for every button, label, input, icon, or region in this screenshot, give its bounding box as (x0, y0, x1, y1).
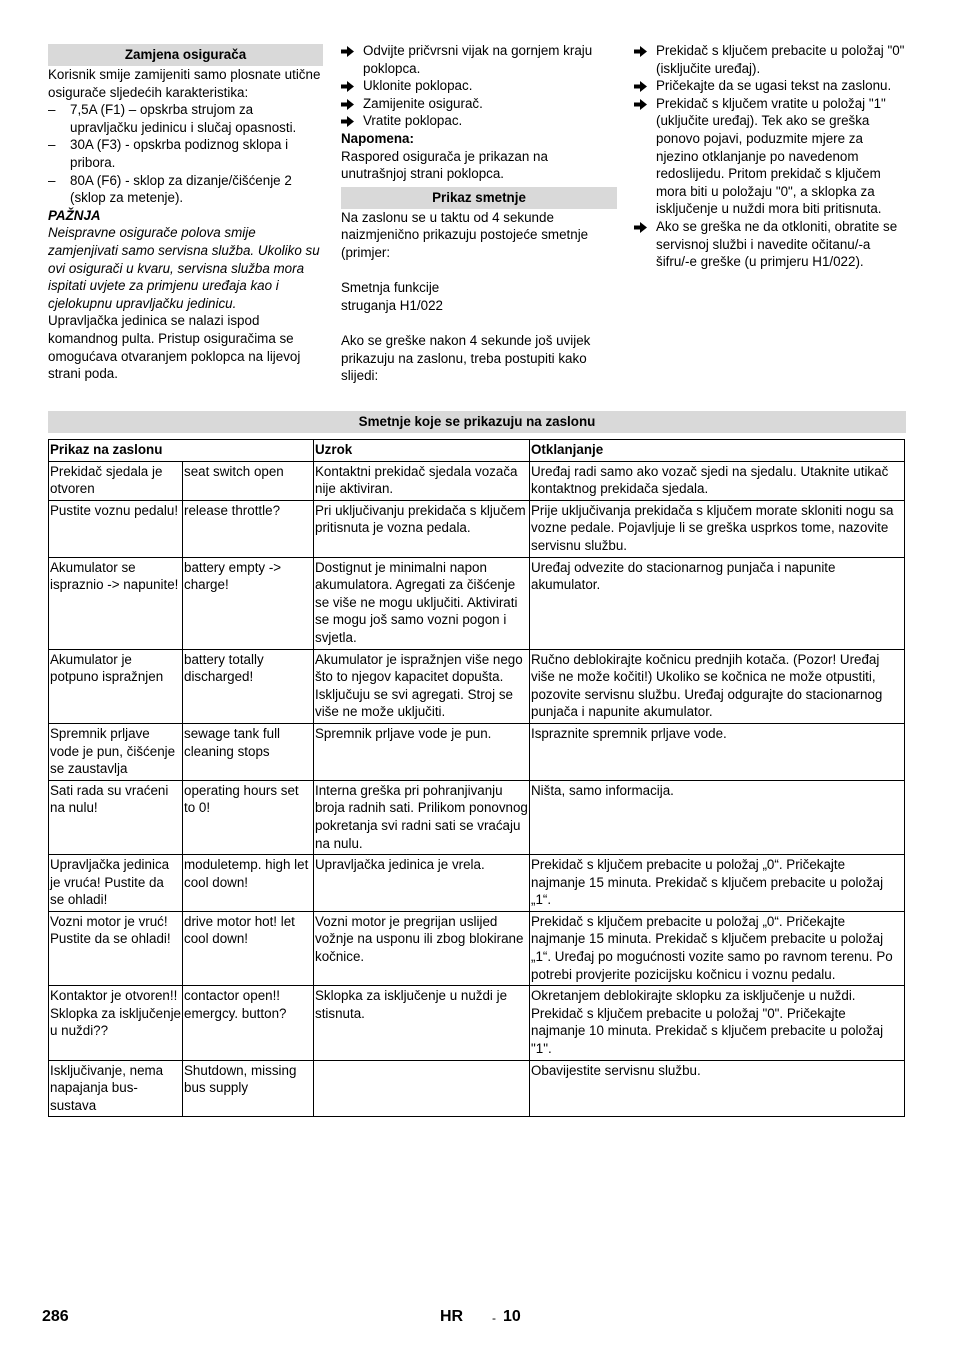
step-item: Vratite poklopac. (341, 112, 617, 130)
cell-cause: Spremnik prljave vode je pun. (314, 723, 530, 780)
cell-display-hr: Kontaktor je otvoren!! Sklopka za isključenje u nuždi?? (49, 986, 183, 1060)
cell-cause: Sklopka za isključenje u nuždi je stisnuta. (314, 986, 530, 1060)
example-line-1: Smetnja funkcije (341, 280, 440, 296)
page-number: 286 (42, 1308, 69, 1325)
cell-display-hr: Upravljačka jedinica je vruća! Pustite da se ohladi! (49, 855, 183, 912)
section-heading-fault-display: Prikaz smetnje (341, 187, 617, 209)
step-item: Pričekajte da se ugasi tekst na zaslonu. (634, 77, 906, 95)
example-line-2: struganja H1/022 (341, 297, 443, 313)
table-row (49, 780, 905, 854)
cell-display-hr: Sati rada su vraćeni na nulu! (49, 780, 183, 854)
fuse-steps-list (341, 42, 617, 130)
cell-display-hr: Vozni motor je vruć! Pustite da se ohladi! (49, 911, 183, 985)
language-code: HR (440, 1308, 464, 1325)
table-row (49, 855, 905, 912)
header-cause: Uzrok (314, 440, 530, 462)
cell-fix: Ručno deblokirajte kočnicu prednjih kotača. (Pozor! Uređaj više ne može kočiti!) Ukoliko se kočnica ne može otpustiti, pozovite servisnu službu. Uređaj odgurajte do stacionarnog punjača i napunite akumulator. (530, 649, 905, 723)
cell-fix: Obavijestite servisnu službu. (530, 1060, 905, 1117)
after-text: Ako se greške nakon 4 sekunde još uvijek prikazuju na zaslonu, treba postupiti kako slijedi: (341, 332, 591, 384)
section-heading-fuses: Zamjena osigurača (48, 44, 323, 66)
table-title: Smetnje koje se prikazuju na zaslonu (48, 411, 906, 433)
fuse-list-item: – 80A (F6) - sklop za dizanje/čišćenje 2 (sklop za metenje). (48, 172, 292, 206)
cell-display-hr: Akumulator se ispraznio -> napunite! (49, 557, 183, 649)
header-display: Prikaz na zaslonu (49, 440, 314, 462)
table-row (49, 500, 905, 557)
arrow-right-icon (341, 46, 354, 57)
cell-cause: Kontaktni prekidač sjedala vozača nije aktiviran. (314, 461, 530, 500)
cell-cause: Dostignut je minimalni napon akumulatora. Agregati za čišćenje se više ne mogu uključiti. Aktivirati se mogu još samo vozni pogon i svjetla. (314, 557, 530, 649)
header-fix: Otklanjanje (530, 440, 905, 462)
dash-marker: – (48, 102, 56, 118)
cell-fix: Prekidač s ključem prebacite u položaj „0“. Pričekajte najmanje 15 minuta. Prekidač s ključem prebacite u položaj „1“. (530, 855, 905, 912)
arrow-right-icon (634, 99, 647, 110)
cell-cause: Interna greška pri pohranjivanju broja radnih sati. Prilikom ponovnog pokretanja svi radni sati se vraćaju na nulu. (314, 780, 530, 854)
fuse-intro-text: Korisnik smije zamijeniti samo plosnate utične osigurače sljedećih karakteristika: (48, 67, 321, 100)
cell-cause: Akumulator je ispražnjen više nego što to njegov kapacitet dopušta. Isključuju se svi agregati. Stroj se više ne može uključiti. (314, 649, 530, 723)
cell-display-en: sewage tank full cleaning stops (183, 723, 314, 780)
dash-marker: – (48, 172, 56, 188)
step-item: Zamijenite osigurač. (341, 95, 617, 113)
column-steps-and-display (341, 42, 617, 385)
table-row (49, 911, 905, 985)
cell-fix: Prije uključivanja prekidača s ključem morate skloniti nogu sa vozne pedale. Pojavljuje li se greška usprkos tome, nazovite servisnu službu. (530, 500, 905, 557)
cell-fix: Prekidač s ključem prebacite u položaj „0“. Pričekajte najmanje 15 minuta. Prekidač s ključem prebacite u položaj „1“. Uređaj po mogućnosti vozite samo po ravnom terenu. Po potrebi provjerite pozicijsku kočnicu i voznu pedalu. (530, 911, 905, 985)
fault-rows (49, 461, 905, 1117)
section-page-number: 10 (503, 1308, 521, 1325)
cell-display-hr: Spremnik prljave vode je pun, čišćenje se zaustavlja (49, 723, 183, 780)
column-fuse-replacement (48, 42, 323, 383)
cell-fix: Ispraznite spremnik prljave vode. (530, 723, 905, 780)
fuse-list-item: – 30A (F3) - opskrba podiznog sklopa i pribora. (48, 137, 289, 170)
step-item: Odvijte pričvrsni vijak na gornjem kraju poklopca. (341, 42, 617, 77)
arrow-right-icon (634, 46, 647, 57)
arrow-right-icon (341, 81, 354, 92)
cell-cause: Vozni motor je pregrijan uslijed vožnje na usponu ili zbog blokirane kočnice. (314, 911, 530, 985)
cell-display-en: contactor open!! emergcy. button? (183, 986, 314, 1060)
arrow-right-icon (634, 81, 647, 92)
cell-display-en: drive motor hot! let cool down! (183, 911, 314, 985)
footer-separator: - (492, 1311, 496, 1325)
table-row (49, 1060, 905, 1117)
table-row (49, 461, 905, 500)
arrow-right-icon (634, 222, 647, 233)
step-item: Ako se greška ne da otkloniti, obratite se servisnoj službi i navedite očitanu/-a šifru/-e greške (u primjeru H1/022). (634, 218, 906, 271)
arrow-right-icon (341, 116, 354, 127)
cell-display-en: moduletemp. high let cool down! (183, 855, 314, 912)
cell-display-en: battery totally discharged! (183, 649, 314, 723)
table-header-row (49, 440, 905, 462)
cell-display-en: release throttle? (183, 500, 314, 557)
cell-fix: Ništa, samo informacija. (530, 780, 905, 854)
cell-display-en: operating hours set to 0! (183, 780, 314, 854)
cell-fix: Uređaj odvezite do stacionarnog punjača i napunite akumulator. (530, 557, 905, 649)
display-text: Na zaslonu se u taktu od 4 sekunde naizmjenično prikazuju postojeće smetnje (primjer: (341, 209, 589, 260)
cell-display-hr: Prekidač sjedala je otvoren (49, 461, 183, 500)
cell-display-hr: Pustite voznu pedalu! (49, 500, 183, 557)
cell-cause (314, 1060, 530, 1117)
cell-display-en: battery empty -> charge! (183, 557, 314, 649)
dash-marker: – (48, 137, 56, 153)
cell-fix: Uređaj radi samo ako vozač sjedi na sjedalu. Utaknite utikač kontaktnog prekidača sjedala. (530, 461, 905, 500)
column-reset-steps (634, 42, 906, 271)
warning-text: Neispravne osigurače polova smije zamjenjivati samo servisna služba. Ukoliko su ovi osigurači u kvaru, servisna služba mora ispitati uvjete za primjenu uređaja kao i cjelokupnu upravljačku jedinicu. (48, 225, 320, 311)
table-row (49, 557, 905, 649)
cell-fix: Okretanjem deblokirajte sklopku za isključenje u nuždi. Prekidač s ključem prebacite u položaj "0". Pričekajte najmanje 10 minuta. Prekidač s ključem prebacite u položaj "1". (530, 986, 905, 1060)
step-item: Prekidač s ključem vratite u položaj "1" (uključite uređaj). Tek ako se greška ponovo pojavi, poduzmite mjere za njezino otklanjanje po navedenom redoslijedu. Pritom prekidač s ključem mora biti u položaju "0", a sklopka za isključenje u nuždi mora biti pritisnuta. (634, 95, 906, 218)
step-item: Prekidač s ključem prebacite u položaj "0" (isključite uređaj). (634, 42, 906, 77)
cell-display-hr: Isključivanje, nema napajanja bus-sustava (49, 1060, 183, 1117)
table-row (49, 986, 905, 1060)
cell-display-en: Shutdown, missing bus supply (183, 1060, 314, 1117)
reset-steps-list (634, 42, 906, 271)
note-text: Raspored osigurača je prikazan na unutrašnjoj strani poklopca. (341, 148, 548, 182)
table-row (49, 723, 905, 780)
cell-display-hr: Akumulator je potpuno ispražnjen (49, 649, 183, 723)
note-title: Napomena: (341, 130, 414, 146)
step-item: Uklonite poklopac. (341, 77, 617, 95)
cell-cause: Pri uključivanju prekidača s ključem pritisnuta je vozna pedala. (314, 500, 530, 557)
arrow-right-icon (341, 99, 354, 110)
cell-display-en: seat switch open (183, 461, 314, 500)
cell-cause: Upravljačka jedinica je vrela. (314, 855, 530, 912)
warning-title: PAŽNJA (48, 207, 101, 223)
location-text: Upravljačka jedinica se nalazi ispod komandnog pulta. Pristup osiguračima se omogućava otvaranjem poklopca na lijevoj strani poda. (48, 313, 301, 382)
fuse-list-item: – 7,5A (F1) – opskrba strujom za upravljačku jedinicu i slučaj opasnosti. (48, 102, 297, 135)
fault-table (48, 439, 905, 1117)
table-row (49, 649, 905, 723)
fuse-list (48, 101, 323, 207)
